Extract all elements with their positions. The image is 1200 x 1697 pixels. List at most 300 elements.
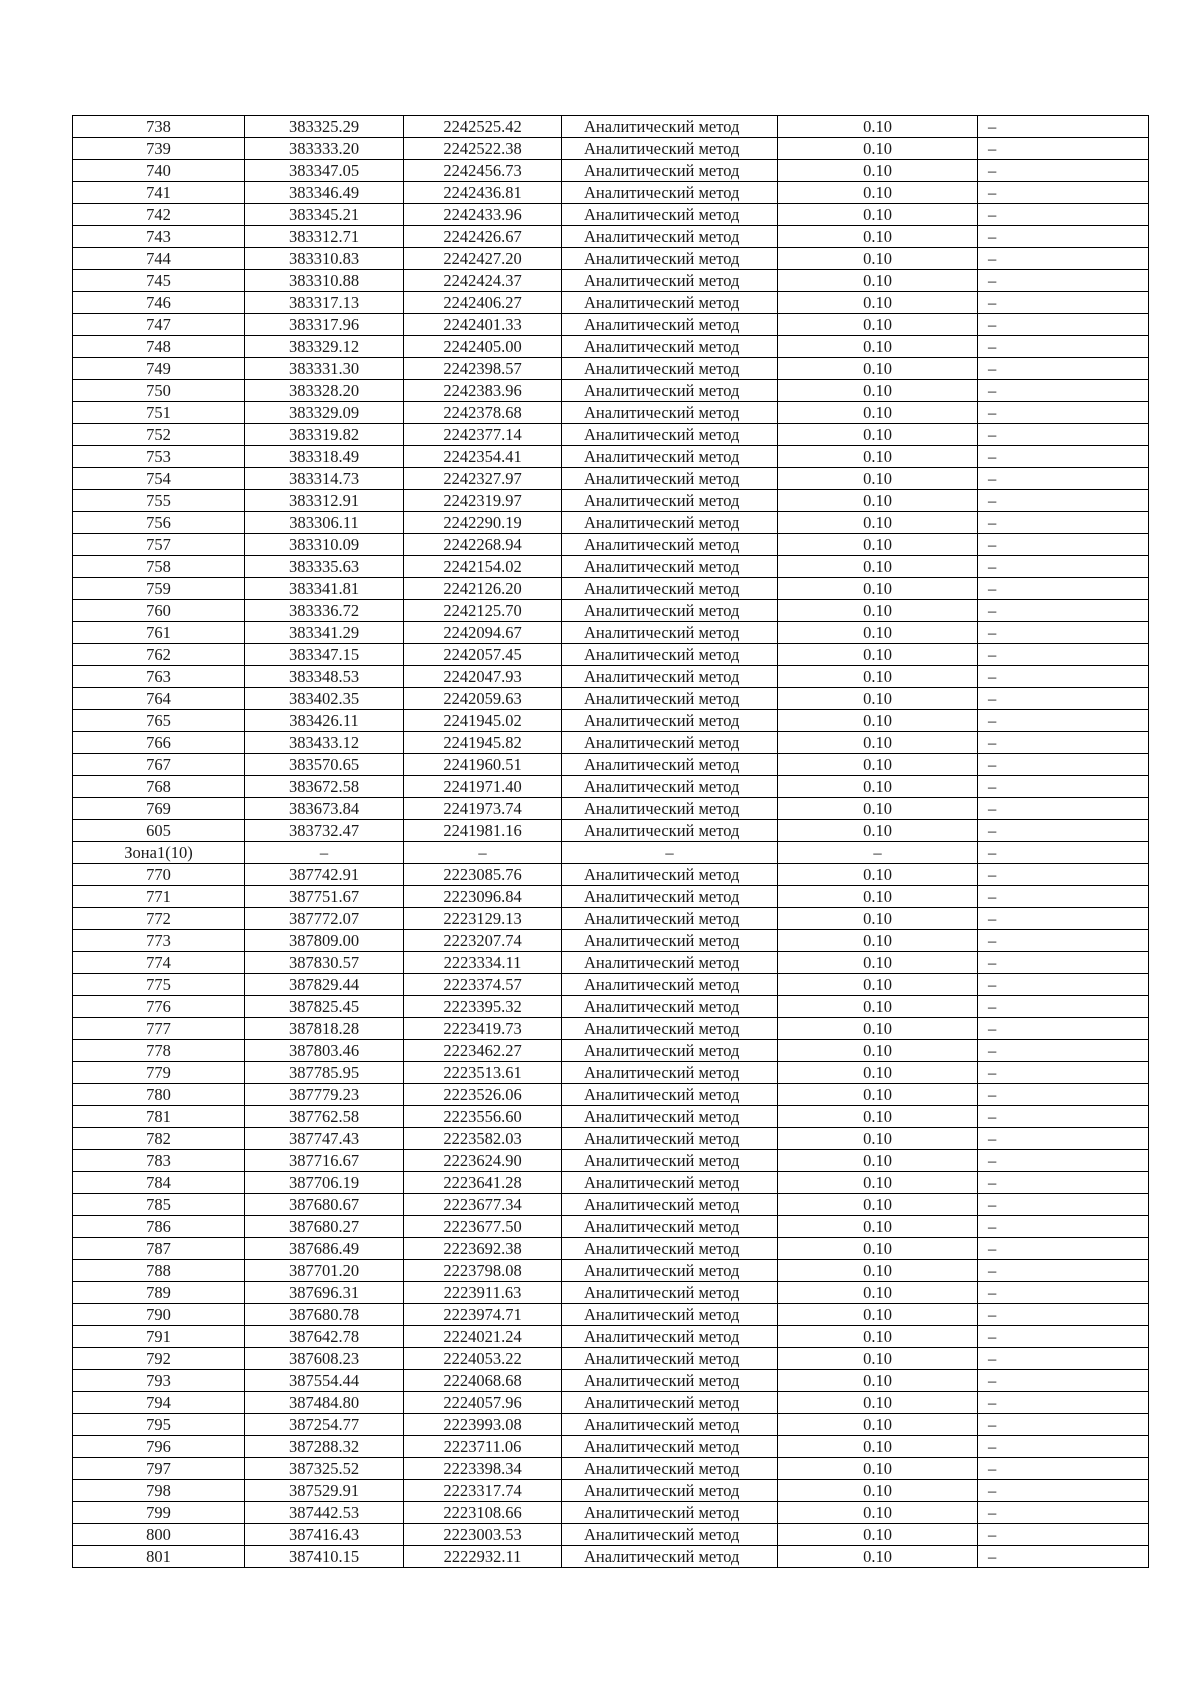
method-cell: Аналитический метод — [562, 160, 778, 182]
note-cell: – — [978, 160, 1149, 182]
method-cell: Аналитический метод — [562, 908, 778, 930]
accuracy-cell: 0.10 — [778, 886, 978, 908]
x-coordinate-cell: 383319.82 — [245, 424, 404, 446]
table-row — [73, 116, 1149, 138]
note-cell: – — [978, 600, 1149, 622]
x-coordinate-cell: 383672.58 — [245, 776, 404, 798]
y-coordinate-cell: 2242436.81 — [404, 182, 562, 204]
accuracy-cell: 0.10 — [778, 1502, 978, 1524]
y-coordinate-cell: 2222932.11 — [404, 1546, 562, 1568]
note-cell: – — [978, 710, 1149, 732]
table-row — [73, 1502, 1149, 1524]
x-coordinate-cell: 387642.78 — [245, 1326, 404, 1348]
point-number-cell: 771 — [73, 886, 245, 908]
note-cell: – — [978, 732, 1149, 754]
table-row — [73, 446, 1149, 468]
point-number-cell: 757 — [73, 534, 245, 556]
y-coordinate-cell: 2241945.02 — [404, 710, 562, 732]
note-cell: – — [978, 1238, 1149, 1260]
x-coordinate-cell: 387825.45 — [245, 996, 404, 1018]
table-row — [73, 160, 1149, 182]
x-coordinate-cell: 383732.47 — [245, 820, 404, 842]
table-row — [73, 468, 1149, 490]
y-coordinate-cell: 2223911.63 — [404, 1282, 562, 1304]
table-row — [73, 908, 1149, 930]
method-cell: Аналитический метод — [562, 1018, 778, 1040]
accuracy-cell: 0.10 — [778, 864, 978, 886]
accuracy-cell: 0.10 — [778, 1150, 978, 1172]
point-number-cell: 785 — [73, 1194, 245, 1216]
x-coordinate-cell: 383426.11 — [245, 710, 404, 732]
point-number-cell: 761 — [73, 622, 245, 644]
x-coordinate-cell: 383325.29 — [245, 116, 404, 138]
x-coordinate-cell: 387779.23 — [245, 1084, 404, 1106]
y-coordinate-cell: 2242154.02 — [404, 556, 562, 578]
y-coordinate-cell: 2223711.06 — [404, 1436, 562, 1458]
note-cell: – — [978, 1018, 1149, 1040]
point-number-cell: 776 — [73, 996, 245, 1018]
accuracy-cell: 0.10 — [778, 116, 978, 138]
accuracy-cell: 0.10 — [778, 1084, 978, 1106]
y-coordinate-cell: 2242377.14 — [404, 424, 562, 446]
point-number-cell: 754 — [73, 468, 245, 490]
note-cell: – — [978, 578, 1149, 600]
note-cell: – — [978, 1194, 1149, 1216]
note-cell: – — [978, 996, 1149, 1018]
note-cell: – — [978, 798, 1149, 820]
table-row — [73, 1436, 1149, 1458]
y-coordinate-cell: 2223993.08 — [404, 1414, 562, 1436]
point-number-cell: 796 — [73, 1436, 245, 1458]
x-coordinate-cell: 387484.80 — [245, 1392, 404, 1414]
point-number-cell: 777 — [73, 1018, 245, 1040]
point-number-cell: 756 — [73, 512, 245, 534]
note-cell: – — [978, 424, 1149, 446]
x-coordinate-cell: 383318.49 — [245, 446, 404, 468]
method-cell: Аналитический метод — [562, 1150, 778, 1172]
table-row — [73, 1480, 1149, 1502]
x-coordinate-cell: 387706.19 — [245, 1172, 404, 1194]
x-coordinate-cell: 383347.15 — [245, 644, 404, 666]
x-coordinate-cell: 383310.88 — [245, 270, 404, 292]
accuracy-cell: 0.10 — [778, 820, 978, 842]
y-coordinate-cell: 2223374.57 — [404, 974, 562, 996]
table-row — [73, 336, 1149, 358]
method-cell: Аналитический метод — [562, 1348, 778, 1370]
x-coordinate-cell: 383333.20 — [245, 138, 404, 160]
table-row — [73, 754, 1149, 776]
accuracy-cell: 0.10 — [778, 688, 978, 710]
note-cell: – — [978, 1348, 1149, 1370]
y-coordinate-cell: 2242426.67 — [404, 226, 562, 248]
x-coordinate-cell: 383317.13 — [245, 292, 404, 314]
point-number-cell: 605 — [73, 820, 245, 842]
table-row — [73, 622, 1149, 644]
note-cell: – — [978, 1502, 1149, 1524]
x-coordinate-cell: 383341.81 — [245, 578, 404, 600]
method-cell: Аналитический метод — [562, 754, 778, 776]
table-row — [73, 688, 1149, 710]
method-cell: Аналитический метод — [562, 952, 778, 974]
method-cell: Аналитический метод — [562, 1194, 778, 1216]
method-cell: Аналитический метод — [562, 622, 778, 644]
point-number-cell: 758 — [73, 556, 245, 578]
point-number-cell: 768 — [73, 776, 245, 798]
point-number-cell: 767 — [73, 754, 245, 776]
point-number-cell: 749 — [73, 358, 245, 380]
table-row — [73, 1040, 1149, 1062]
method-cell: Аналитический метод — [562, 1326, 778, 1348]
table-row — [73, 358, 1149, 380]
y-coordinate-cell: 2242327.97 — [404, 468, 562, 490]
point-number-cell: 799 — [73, 1502, 245, 1524]
x-coordinate-cell: 383317.96 — [245, 314, 404, 336]
method-cell: Аналитический метод — [562, 314, 778, 336]
point-number-cell: 741 — [73, 182, 245, 204]
note-cell: – — [978, 1458, 1149, 1480]
table-row — [73, 820, 1149, 842]
table-row — [73, 1414, 1149, 1436]
table-body — [73, 116, 1149, 1568]
table-row — [73, 534, 1149, 556]
y-coordinate-cell: 2223677.50 — [404, 1216, 562, 1238]
accuracy-cell: 0.10 — [778, 1172, 978, 1194]
accuracy-cell: 0.10 — [778, 556, 978, 578]
accuracy-cell: 0.10 — [778, 358, 978, 380]
accuracy-cell: 0.10 — [778, 732, 978, 754]
x-coordinate-cell: 387696.31 — [245, 1282, 404, 1304]
method-cell: Аналитический метод — [562, 666, 778, 688]
accuracy-cell: 0.10 — [778, 226, 978, 248]
x-coordinate-cell: 387803.46 — [245, 1040, 404, 1062]
x-coordinate-cell: 383402.35 — [245, 688, 404, 710]
point-number-cell: 794 — [73, 1392, 245, 1414]
x-coordinate-cell: 383335.63 — [245, 556, 404, 578]
method-cell: Аналитический метод — [562, 886, 778, 908]
accuracy-cell: 0.10 — [778, 1304, 978, 1326]
accuracy-cell: 0.10 — [778, 1062, 978, 1084]
x-coordinate-cell: 387325.52 — [245, 1458, 404, 1480]
x-coordinate-cell: 383348.53 — [245, 666, 404, 688]
coordinates-table — [72, 115, 1149, 1568]
point-number-cell: 781 — [73, 1106, 245, 1128]
method-cell: Аналитический метод — [562, 358, 778, 380]
note-cell: – — [978, 908, 1149, 930]
note-cell: – — [978, 1392, 1149, 1414]
note-cell: – — [978, 270, 1149, 292]
accuracy-cell: 0.10 — [778, 1348, 978, 1370]
accuracy-cell: 0.10 — [778, 160, 978, 182]
note-cell: – — [978, 688, 1149, 710]
y-coordinate-cell: 2224057.96 — [404, 1392, 562, 1414]
point-number-cell: 766 — [73, 732, 245, 754]
x-coordinate-cell: 387829.44 — [245, 974, 404, 996]
y-coordinate-cell: 2242383.96 — [404, 380, 562, 402]
note-cell: – — [978, 1084, 1149, 1106]
note-cell: – — [978, 1304, 1149, 1326]
note-cell: – — [978, 1414, 1149, 1436]
table-row — [73, 974, 1149, 996]
x-coordinate-cell: 387680.78 — [245, 1304, 404, 1326]
x-coordinate-cell: 383433.12 — [245, 732, 404, 754]
y-coordinate-cell: 2223526.06 — [404, 1084, 562, 1106]
y-coordinate-cell: 2223108.66 — [404, 1502, 562, 1524]
y-coordinate-cell: 2241960.51 — [404, 754, 562, 776]
point-number-cell: 746 — [73, 292, 245, 314]
method-cell: Аналитический метод — [562, 1370, 778, 1392]
accuracy-cell: 0.10 — [778, 776, 978, 798]
method-cell: Аналитический метод — [562, 1260, 778, 1282]
note-cell: – — [978, 1326, 1149, 1348]
note-cell: – — [978, 1128, 1149, 1150]
table-row — [73, 600, 1149, 622]
table-row — [73, 402, 1149, 424]
table-row — [73, 138, 1149, 160]
x-coordinate-cell: 387751.67 — [245, 886, 404, 908]
table-row — [73, 1106, 1149, 1128]
table-row — [73, 776, 1149, 798]
point-number-cell: 778 — [73, 1040, 245, 1062]
method-cell: Аналитический метод — [562, 710, 778, 732]
y-coordinate-cell: 2242406.27 — [404, 292, 562, 314]
accuracy-cell: 0.10 — [778, 468, 978, 490]
x-coordinate-cell: 387529.91 — [245, 1480, 404, 1502]
accuracy-cell: 0.10 — [778, 754, 978, 776]
note-cell: – — [978, 1040, 1149, 1062]
x-coordinate-cell: 383328.20 — [245, 380, 404, 402]
x-coordinate-cell: 383336.72 — [245, 600, 404, 622]
note-cell: – — [978, 512, 1149, 534]
note-cell: – — [978, 776, 1149, 798]
method-cell: Аналитический метод — [562, 402, 778, 424]
table-row — [73, 490, 1149, 512]
accuracy-cell: 0.10 — [778, 270, 978, 292]
method-cell: Аналитический метод — [562, 336, 778, 358]
point-number-cell: 795 — [73, 1414, 245, 1436]
accuracy-cell: 0.10 — [778, 710, 978, 732]
method-cell: Аналитический метод — [562, 182, 778, 204]
accuracy-cell: 0.10 — [778, 512, 978, 534]
y-coordinate-cell: 2241945.82 — [404, 732, 562, 754]
method-cell: – — [562, 842, 778, 864]
x-coordinate-cell: 383312.71 — [245, 226, 404, 248]
point-number-cell: 752 — [73, 424, 245, 446]
method-cell: Аналитический метод — [562, 380, 778, 402]
note-cell: – — [978, 952, 1149, 974]
table-row — [73, 204, 1149, 226]
method-cell: Аналитический метод — [562, 1128, 778, 1150]
table-row — [73, 270, 1149, 292]
accuracy-cell: 0.10 — [778, 248, 978, 270]
accuracy-cell: 0.10 — [778, 534, 978, 556]
x-coordinate-cell: 387772.07 — [245, 908, 404, 930]
accuracy-cell: 0.10 — [778, 600, 978, 622]
note-cell: – — [978, 1282, 1149, 1304]
table-row — [73, 182, 1149, 204]
y-coordinate-cell: 2223419.73 — [404, 1018, 562, 1040]
x-coordinate-cell: 383306.11 — [245, 512, 404, 534]
table-row — [73, 1546, 1149, 1568]
x-coordinate-cell: 387809.00 — [245, 930, 404, 952]
accuracy-cell: 0.10 — [778, 402, 978, 424]
x-coordinate-cell: 387288.32 — [245, 1436, 404, 1458]
accuracy-cell: 0.10 — [778, 1106, 978, 1128]
method-cell: Аналитический метод — [562, 1546, 778, 1568]
note-cell: – — [978, 820, 1149, 842]
point-number-cell: 787 — [73, 1238, 245, 1260]
accuracy-cell: 0.10 — [778, 1480, 978, 1502]
point-number-cell: 775 — [73, 974, 245, 996]
x-coordinate-cell: 383314.73 — [245, 468, 404, 490]
accuracy-cell: 0.10 — [778, 1216, 978, 1238]
method-cell: Аналитический метод — [562, 1414, 778, 1436]
method-cell: Аналитический метод — [562, 1458, 778, 1480]
note-cell: – — [978, 930, 1149, 952]
accuracy-cell: 0.10 — [778, 314, 978, 336]
accuracy-cell: 0.10 — [778, 1436, 978, 1458]
method-cell: Аналитический метод — [562, 1106, 778, 1128]
point-number-cell: 743 — [73, 226, 245, 248]
y-coordinate-cell: 2242094.67 — [404, 622, 562, 644]
note-cell: – — [978, 468, 1149, 490]
note-cell: – — [978, 1150, 1149, 1172]
method-cell: Аналитический метод — [562, 1062, 778, 1084]
x-coordinate-cell: 387442.53 — [245, 1502, 404, 1524]
x-coordinate-cell: 387716.67 — [245, 1150, 404, 1172]
point-number-cell: 747 — [73, 314, 245, 336]
table-row — [73, 1128, 1149, 1150]
method-cell: Аналитический метод — [562, 512, 778, 534]
x-coordinate-cell: 383347.05 — [245, 160, 404, 182]
point-number-cell: 774 — [73, 952, 245, 974]
table-row — [73, 1172, 1149, 1194]
y-coordinate-cell: 2242354.41 — [404, 446, 562, 468]
y-coordinate-cell: 2242059.63 — [404, 688, 562, 710]
y-coordinate-cell: 2223556.60 — [404, 1106, 562, 1128]
note-cell: – — [978, 1480, 1149, 1502]
table-row — [73, 292, 1149, 314]
x-coordinate-cell: 383331.30 — [245, 358, 404, 380]
table-row — [73, 1238, 1149, 1260]
point-number-cell: 755 — [73, 490, 245, 512]
point-number-cell: 762 — [73, 644, 245, 666]
y-coordinate-cell: 2242427.20 — [404, 248, 562, 270]
x-coordinate-cell: 387762.58 — [245, 1106, 404, 1128]
accuracy-cell: 0.10 — [778, 1524, 978, 1546]
method-cell: Аналитический метод — [562, 204, 778, 226]
y-coordinate-cell: 2242047.93 — [404, 666, 562, 688]
method-cell: Аналитический метод — [562, 138, 778, 160]
x-coordinate-cell: 387254.77 — [245, 1414, 404, 1436]
table-row — [73, 556, 1149, 578]
note-cell: – — [978, 204, 1149, 226]
accuracy-cell: 0.10 — [778, 930, 978, 952]
note-cell: – — [978, 864, 1149, 886]
y-coordinate-cell: 2241971.40 — [404, 776, 562, 798]
x-coordinate-cell: 383310.09 — [245, 534, 404, 556]
note-cell: – — [978, 116, 1149, 138]
y-coordinate-cell: 2242290.19 — [404, 512, 562, 534]
table-row — [73, 1458, 1149, 1480]
x-coordinate-cell: 387785.95 — [245, 1062, 404, 1084]
table-row — [73, 1304, 1149, 1326]
note-cell: – — [978, 886, 1149, 908]
point-number-cell: 748 — [73, 336, 245, 358]
x-coordinate-cell: 383345.21 — [245, 204, 404, 226]
point-number-cell: 750 — [73, 380, 245, 402]
accuracy-cell: 0.10 — [778, 380, 978, 402]
table-row — [73, 930, 1149, 952]
method-cell: Аналитический метод — [562, 1040, 778, 1062]
accuracy-cell: 0.10 — [778, 1370, 978, 1392]
method-cell: Аналитический метод — [562, 864, 778, 886]
method-cell: Аналитический метод — [562, 446, 778, 468]
note-cell: – — [978, 292, 1149, 314]
method-cell: Аналитический метод — [562, 644, 778, 666]
point-number-cell: 742 — [73, 204, 245, 226]
table-row — [73, 886, 1149, 908]
note-cell: – — [978, 380, 1149, 402]
x-coordinate-cell: – — [245, 842, 404, 864]
accuracy-cell: 0.10 — [778, 952, 978, 974]
table-row — [73, 1392, 1149, 1414]
point-number-cell: 753 — [73, 446, 245, 468]
table-row — [73, 1018, 1149, 1040]
accuracy-cell: 0.10 — [778, 996, 978, 1018]
method-cell: Аналитический метод — [562, 930, 778, 952]
accuracy-cell: 0.10 — [778, 1040, 978, 1062]
method-cell: Аналитический метод — [562, 1392, 778, 1414]
point-number-cell: 783 — [73, 1150, 245, 1172]
x-coordinate-cell: 387742.91 — [245, 864, 404, 886]
note-cell: – — [978, 556, 1149, 578]
x-coordinate-cell: 387680.27 — [245, 1216, 404, 1238]
accuracy-cell: 0.10 — [778, 138, 978, 160]
note-cell: – — [978, 974, 1149, 996]
y-coordinate-cell: 2242401.33 — [404, 314, 562, 336]
accuracy-cell: 0.10 — [778, 1260, 978, 1282]
point-number-cell: 773 — [73, 930, 245, 952]
table-row — [73, 1524, 1149, 1546]
note-cell: – — [978, 1260, 1149, 1282]
method-cell: Аналитический метод — [562, 292, 778, 314]
accuracy-cell: 0.10 — [778, 424, 978, 446]
method-cell: Аналитический метод — [562, 490, 778, 512]
point-number-cell: 769 — [73, 798, 245, 820]
x-coordinate-cell: 383329.09 — [245, 402, 404, 424]
y-coordinate-cell: 2242126.20 — [404, 578, 562, 600]
table-row — [73, 248, 1149, 270]
accuracy-cell: 0.10 — [778, 204, 978, 226]
method-cell: Аналитический метод — [562, 732, 778, 754]
y-coordinate-cell: 2224068.68 — [404, 1370, 562, 1392]
point-number-cell: 801 — [73, 1546, 245, 1568]
method-cell: Аналитический метод — [562, 226, 778, 248]
y-coordinate-cell: 2223096.84 — [404, 886, 562, 908]
note-cell: – — [978, 402, 1149, 424]
y-coordinate-cell: 2242424.37 — [404, 270, 562, 292]
table-row — [73, 380, 1149, 402]
method-cell: Аналитический метод — [562, 578, 778, 600]
method-cell: Аналитический метод — [562, 534, 778, 556]
x-coordinate-cell: 387830.57 — [245, 952, 404, 974]
method-cell: Аналитический метод — [562, 1172, 778, 1194]
x-coordinate-cell: 383341.29 — [245, 622, 404, 644]
point-number-cell: 786 — [73, 1216, 245, 1238]
y-coordinate-cell: 2223582.03 — [404, 1128, 562, 1150]
note-cell: – — [978, 1370, 1149, 1392]
table-row — [73, 578, 1149, 600]
